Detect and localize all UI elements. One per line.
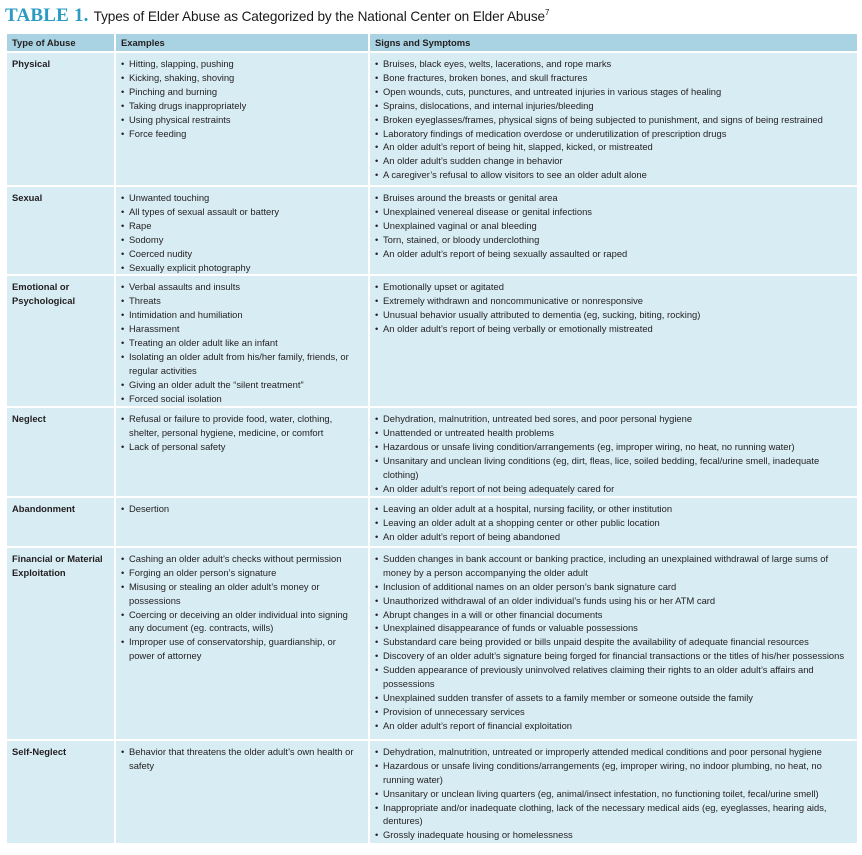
signs-cell — [369, 407, 857, 496]
table-number: TABLE 1. — [5, 5, 89, 26]
list-item: • Hazardous or unsafe living conditions/arrangements (eg, improper wiring, no indoor plumbing, no heat, no running water) — [375, 759, 852, 787]
list-item: • Substandard care being provided or bills unpaid despite the availability of adequate financial resources — [375, 635, 852, 649]
list-item: • Sprains, dislocations, and internal injuries/bleeding — [375, 99, 852, 113]
list-item: • Dehydration, malnutrition, untreated or improperly attended medical conditions and poor personal hygiene — [375, 745, 852, 759]
list-item: • Forging an older person’s signature — [121, 566, 363, 580]
header-type-of-abuse: Type of Abuse — [7, 34, 115, 52]
list-item: • All types of sexual assault or battery — [121, 205, 363, 219]
abuse-type-cell: Abandonment — [7, 497, 115, 547]
list-item: • Laboratory findings of medication overdose or underutilization of prescription drugs — [375, 127, 852, 141]
table-header — [7, 34, 857, 52]
signs-cell — [369, 275, 857, 407]
list-item: • Cashing an older adult’s checks without permission — [121, 552, 363, 566]
list-item: • Lack of personal safety — [121, 440, 363, 454]
list-item: • Emotionally upset or agitated — [375, 280, 852, 294]
examples-list — [121, 57, 363, 140]
table-row — [7, 740, 857, 844]
signs-cell — [369, 547, 857, 740]
abuse-type-cell: Physical — [7, 52, 115, 186]
header-row — [7, 34, 857, 52]
list-item: • Sudden appearance of previously uninvolved relatives claiming their rights to an older adult’s affairs and possessions — [375, 663, 852, 691]
table-row — [7, 497, 857, 547]
list-item: • Unattended or untreated health problems — [375, 426, 852, 440]
table-row — [7, 275, 857, 407]
table-title-text: Types of Elder Abuse as Categorized by the National Center on Elder Abuse — [93, 9, 545, 24]
list-item: • Desertion — [121, 502, 363, 516]
signs-list — [375, 280, 852, 336]
list-item: • Intimidation and humiliation — [121, 308, 363, 322]
list-item: • Leaving an older adult at a shopping center or other public location — [375, 516, 852, 530]
examples-list — [121, 191, 363, 274]
list-item: • An older adult’s report of being sexually assaulted or raped — [375, 247, 852, 261]
list-item: • Unauthorized withdrawal of an older individual’s funds using his or her ATM card — [375, 594, 852, 608]
list-item: • Open wounds, cuts, punctures, and untreated injuries in various stages of healing — [375, 85, 852, 99]
list-item: • Refusal or failure to provide food, water, clothing, shelter, personal hygiene, medicine, or comfort — [121, 412, 363, 440]
list-item: • Provision of unnecessary services — [375, 705, 852, 719]
list-item: • An older adult’s report of financial exploitation — [375, 719, 852, 733]
list-item: • Unexplained vaginal or anal bleeding — [375, 219, 852, 233]
list-item: • Sexually explicit photography — [121, 261, 363, 275]
list-item: • A caregiver’s refusal to allow visitors to see an older adult alone — [375, 168, 852, 182]
list-item: • Unexplained venereal disease or genital infections — [375, 205, 852, 219]
signs-list — [375, 745, 852, 842]
signs-cell — [369, 740, 857, 844]
examples-cell — [115, 275, 369, 407]
list-item: • Pinching and burning — [121, 85, 363, 99]
list-item: • Isolating an older adult from his/her family, friends, or regular activities — [121, 350, 363, 378]
list-item: • Forced social isolation — [121, 392, 363, 406]
list-item: • Dehydration, malnutrition, untreated bed sores, and poor personal hygiene — [375, 412, 852, 426]
list-item: • An older adult’s sudden change in behavior — [375, 154, 852, 168]
list-item: • Threats — [121, 294, 363, 308]
abuse-type-cell: Sexual — [7, 186, 115, 275]
examples-list — [121, 552, 363, 663]
list-item: • Sudden changes in bank account or banking practice, including an unexplained withdrawal of large sums of money by a person accompanying the older adult — [375, 552, 852, 580]
list-item: • Taking drugs inappropriately — [121, 99, 363, 113]
signs-list — [375, 57, 852, 182]
reference-superscript: 7 — [545, 8, 550, 17]
list-item: • Inclusion of additional names on an older person’s bank signature card — [375, 580, 852, 594]
list-item: • Force feeding — [121, 127, 363, 141]
elder-abuse-table — [7, 34, 857, 845]
list-item: • Verbal assaults and insults — [121, 280, 363, 294]
list-item: • Improper use of conservatorship, guardianship, or power of attorney — [121, 635, 363, 663]
list-item: • Coerced nudity — [121, 247, 363, 261]
table-row — [7, 407, 857, 496]
abuse-type-cell: Neglect — [7, 407, 115, 496]
list-item: • Hitting, slapping, pushing — [121, 57, 363, 71]
list-item: • Rape — [121, 219, 363, 233]
list-item: • An older adult’s report of being verbally or emotionally mistreated — [375, 322, 852, 336]
list-item: • Broken eyeglasses/frames, physical signs of being subjected to punishment, and signs of being restrained — [375, 113, 852, 127]
header-examples: Examples — [115, 34, 369, 52]
examples-list — [121, 280, 363, 405]
table-body — [7, 52, 857, 844]
examples-cell — [115, 52, 369, 186]
list-item: • Grossly inadequate housing or homelessness — [375, 828, 852, 842]
examples-cell — [115, 547, 369, 740]
list-item: • An older adult’s report of being hit, slapped, kicked, or mistreated — [375, 140, 852, 154]
table-row — [7, 547, 857, 740]
signs-cell — [369, 186, 857, 275]
list-item: • An older adult’s report of not being adequately cared for — [375, 482, 852, 496]
table-row — [7, 52, 857, 186]
examples-list — [121, 502, 363, 516]
examples-cell — [115, 497, 369, 547]
list-item: • Leaving an older adult at a hospital, nursing facility, or other institution — [375, 502, 852, 516]
list-item: • Extremely withdrawn and noncommunicative or nonresponsive — [375, 294, 852, 308]
list-item: • Unexplained sudden transfer of assets to a family member or someone outside the family — [375, 691, 852, 705]
list-item: • Bruises, black eyes, welts, lacerations, and rope marks — [375, 57, 852, 71]
examples-list — [121, 412, 363, 454]
list-item: • Unwanted touching — [121, 191, 363, 205]
table-title — [0, 0, 862, 26]
abuse-type-cell: Financial or Material Exploitation — [7, 547, 115, 740]
abuse-type-cell: Self-Neglect — [7, 740, 115, 844]
list-item: • Coercing or deceiving an older individual into signing any document (eg. contracts, wills) — [121, 608, 363, 636]
examples-cell — [115, 407, 369, 496]
signs-cell — [369, 497, 857, 547]
signs-list — [375, 552, 852, 733]
signs-list — [375, 502, 852, 544]
list-item: • Bone fractures, broken bones, and skull fractures — [375, 71, 852, 85]
examples-cell — [115, 740, 369, 844]
signs-list — [375, 412, 852, 495]
list-item: • Misusing or stealing an older adult’s money or possessions — [121, 580, 363, 608]
list-item: • Inappropriate and/or inadequate clothing, lack of the necessary medical aids (eg, eyeglasses, hearing aids, dentures) — [375, 801, 852, 829]
list-item: • Unsanitary or unclean living quarters (eg, animal/insect infestation, no functioning toilet, fecal/urine smell) — [375, 787, 852, 801]
list-item: • Unexplained disappearance of funds or valuable possessions — [375, 621, 852, 635]
header-signs-and-symptoms: Signs and Symptoms — [369, 34, 857, 52]
list-item: • Giving an older adult the “silent treatment” — [121, 378, 363, 392]
examples-list — [121, 745, 363, 773]
examples-cell — [115, 186, 369, 275]
list-item: • Harassment — [121, 322, 363, 336]
list-item: • Unusual behavior usually attributed to dementia (eg, sucking, biting, rocking) — [375, 308, 852, 322]
list-item: • Bruises around the breasts or genital area — [375, 191, 852, 205]
list-item: • Sodomy — [121, 233, 363, 247]
list-item: • Behavior that threatens the older adult’s own health or safety — [121, 745, 363, 773]
list-item: • Discovery of an older adult’s signature being forged for financial transactions or the titles of his/her possessions — [375, 649, 852, 663]
signs-list — [375, 191, 852, 261]
list-item: • Using physical restraints — [121, 113, 363, 127]
list-item: • Hazardous or unsafe living condition/arrangements (eg, improper wiring, no heat, no running water) — [375, 440, 852, 454]
signs-cell — [369, 52, 857, 186]
list-item: • Treating an older adult like an infant — [121, 336, 363, 350]
list-item: • An older adult’s report of being abandoned — [375, 530, 852, 544]
list-item: • Kicking, shaking, shoving — [121, 71, 363, 85]
list-item: • Unsanitary and unclean living conditions (eg, dirt, fleas, lice, soiled bedding, fecal/urine smell, inadequate clothing) — [375, 454, 852, 482]
table-row — [7, 186, 857, 275]
list-item: • Abrupt changes in a will or other financial documents — [375, 608, 852, 622]
abuse-type-cell: Emotional or Psychological — [7, 275, 115, 407]
list-item: • Torn, stained, or bloody underclothing — [375, 233, 852, 247]
